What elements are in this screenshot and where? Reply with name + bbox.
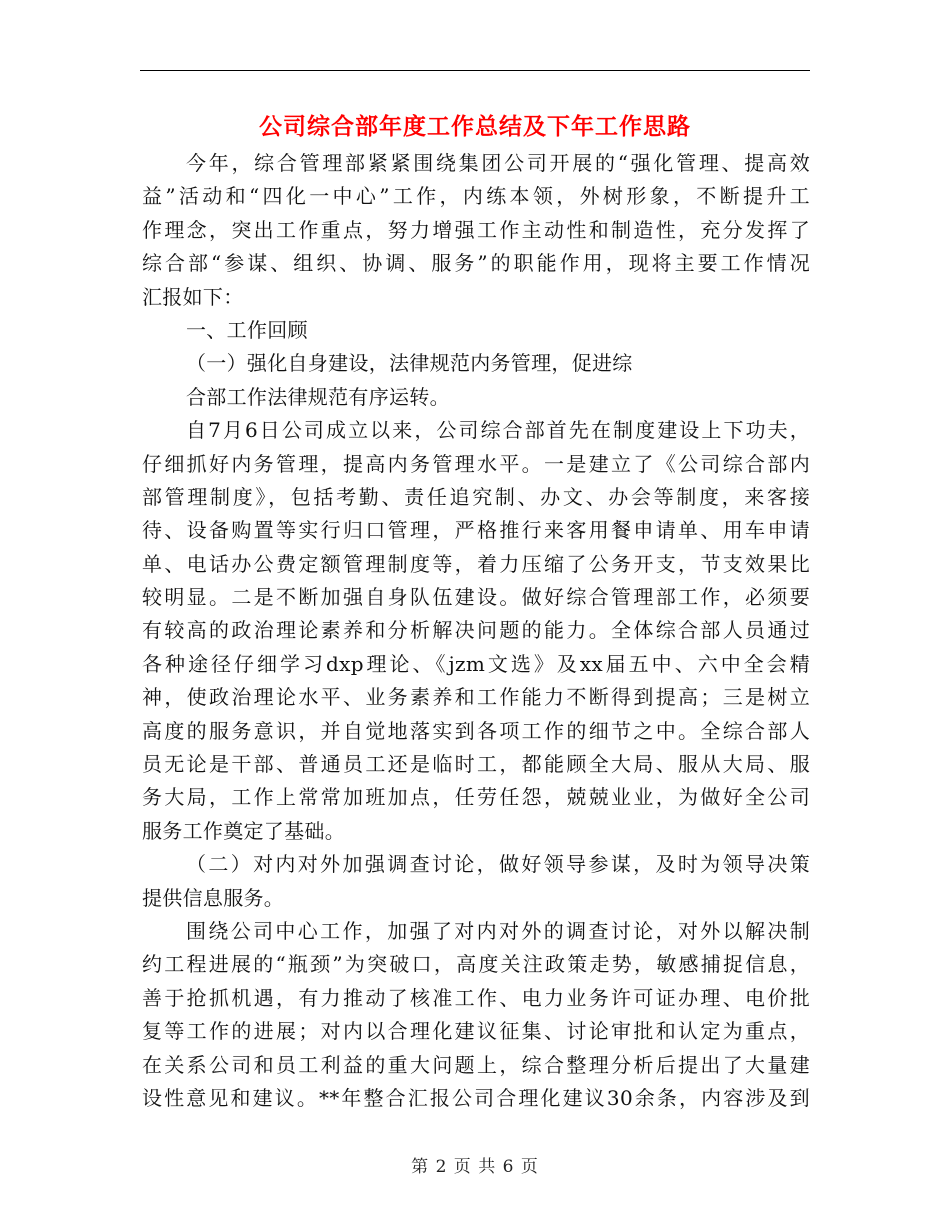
page-number: 第 2 页 共 6 页 bbox=[411, 1157, 539, 1177]
body-line: 员无论是干部、普通员工还是临时工，都能顾全大局、服从大局、服 bbox=[142, 752, 810, 777]
header-rule bbox=[140, 70, 810, 71]
body-line: 合部工作法律规范有序运转。 bbox=[186, 384, 450, 409]
body-line: 善于抢抓机遇，有力推动了核准工作、电力业务许可证办理、电价批 bbox=[142, 985, 810, 1010]
body-line: （二）对内对外加强调查讨论，做好领导参谋，及时为领导决策 bbox=[186, 852, 810, 877]
body-line: 务大局，工作上常常加班加点，任劳任怨，兢兢业业，为做好全公司 bbox=[142, 785, 810, 810]
document-body bbox=[142, 147, 810, 1115]
body-line: （一）强化自身建设，法律规范内务管理，促进综 bbox=[186, 351, 633, 376]
body-line: 高度的服务意识，并自觉地落实到各项工作的细节之中。全综合部人 bbox=[142, 718, 810, 743]
body-line: 在关系公司和员工利益的重大问题上，综合整理分析后提出了大量建 bbox=[142, 1052, 810, 1077]
body-line: 一、工作回顾 bbox=[186, 317, 308, 342]
body-line: 约工程进展的“瓶颈”为突破口，高度关注政策走势，敏感捕捉信息， bbox=[142, 952, 810, 977]
body-line: 单、电话办公费定额管理制度等，着力压缩了公务开支，节支效果比 bbox=[142, 551, 810, 576]
body-line: 设性意见和建议。**年整合汇报公司合理化建议30余条，内容涉及到 bbox=[142, 1085, 810, 1110]
body-line: 有较高的政治理论素养和分析解决问题的能力。全体综合部人员通过 bbox=[142, 618, 810, 643]
body-line: 自7月6日公司成立以来，公司综合部首先在制度建设上下功夫， bbox=[186, 418, 810, 443]
body-line: 部管理制度》，包括考勤、责任追究制、办文、办会等制度，来客接 bbox=[142, 484, 810, 509]
body-line: 提供信息服务。 bbox=[142, 885, 285, 910]
body-line: 仔细抓好内务管理，提高内务管理水平。一是建立了《公司综合部内 bbox=[142, 451, 810, 476]
body-line: 待、设备购置等实行归口管理，严格推行来客用餐申请单、用车申请 bbox=[142, 518, 810, 543]
body-line: 汇报如下： bbox=[142, 284, 244, 309]
body-line: 今年，综合管理部紧紧围绕集团公司开展的“强化管理、提高效 bbox=[186, 151, 810, 175]
body-line: 较明显。二是不断加强自身队伍建设。做好综合管理部工作，必须要 bbox=[142, 585, 810, 610]
document-title: 公司综合部年度工作总结及下年工作思路 bbox=[259, 113, 691, 140]
body-line: 围绕公司中心工作，加强了对内对外的调查讨论，对外以解决制 bbox=[186, 918, 810, 943]
body-line: 各种途径仔细学习dxp理论、《jzm文选》及xx届五中、六中全会精 bbox=[142, 651, 810, 676]
body-line: 复等工作的进展；对内以合理化建议征集、讨论审批和认定为重点， bbox=[142, 1019, 810, 1044]
body-line: 服务工作奠定了基础。 bbox=[142, 818, 345, 843]
body-line: 神，使政治理论水平、业务素养和工作能力不断得到提高；三是树立 bbox=[142, 685, 810, 710]
body-line: 益”活动和“四化一中心”工作，内练本领，外树形象，不断提升工 bbox=[142, 184, 810, 209]
body-line: 综合部“参谋、组织、协调、服务”的职能作用，现将主要工作情况 bbox=[142, 251, 810, 276]
body-line: 作理念，突出工作重点，努力增强工作主动性和制造性，充分发挥了 bbox=[142, 217, 810, 242]
